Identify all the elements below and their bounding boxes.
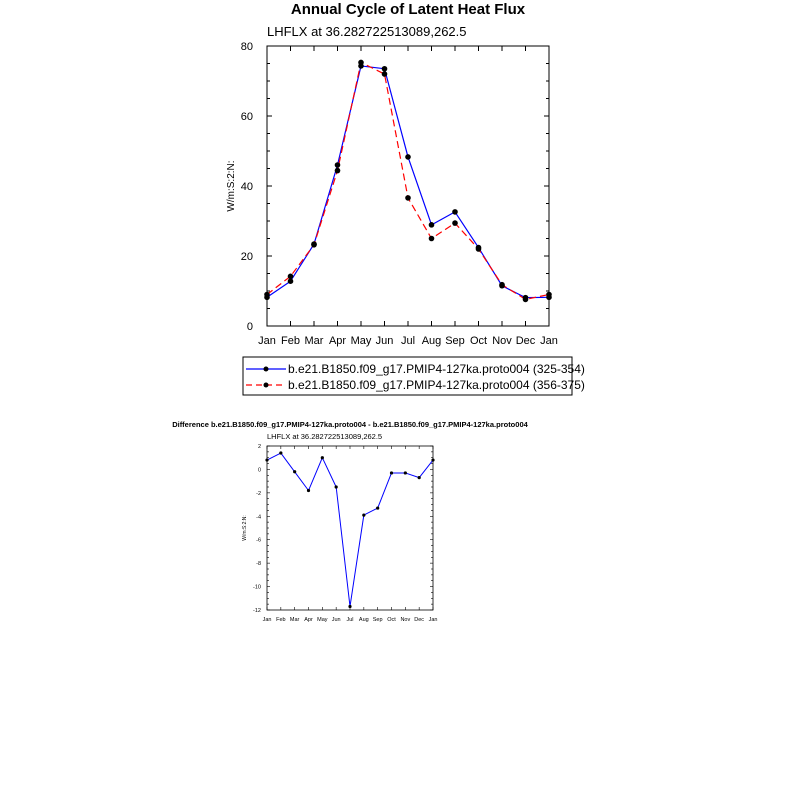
y-axis-label: W/m:S:2:N:	[226, 160, 237, 212]
x-tick-label: Feb	[281, 335, 300, 347]
chart-title: Annual Cycle of Latent Heat Flux	[290, 1, 526, 18]
x-tick-label: Apr	[328, 335, 347, 347]
x-tick-label: Apr	[304, 617, 313, 623]
series-2-point	[358, 60, 364, 66]
y-tick-label: -12	[253, 608, 261, 614]
series-line-2	[267, 62, 549, 299]
x-tick-label: Feb	[276, 617, 286, 623]
series-2-point	[523, 297, 529, 303]
y-tick-label: -6	[256, 537, 261, 544]
y-tick-label: -4	[256, 514, 261, 521]
series-1-point	[390, 471, 393, 474]
series-2-point	[405, 195, 411, 201]
series-2-point	[452, 220, 458, 226]
series-2-point	[311, 242, 317, 248]
series-2-point	[382, 71, 388, 77]
y-tick-label: 20	[240, 251, 253, 263]
series-2-point	[476, 246, 482, 252]
series-1-point	[348, 605, 351, 608]
series-1-point	[452, 209, 458, 215]
series-1-point	[265, 458, 268, 461]
series-1-point	[429, 222, 435, 228]
y-tick-label: -8	[256, 561, 261, 568]
x-tick-label: Aug	[358, 617, 369, 623]
main-chart	[226, 1, 558, 347]
x-tick-label: Aug	[421, 335, 442, 347]
x-tick-label: Nov	[400, 617, 411, 623]
y-tick-label: 2	[257, 444, 261, 450]
difference-y-axis-label: W/m:S:2:N:	[242, 515, 248, 541]
series-1-point	[288, 278, 294, 284]
legend-marker-series-1	[264, 367, 269, 372]
series-2-point	[288, 274, 294, 280]
y-tick-label: 40	[240, 181, 253, 193]
series-line-1	[267, 66, 549, 298]
series-markers	[264, 60, 552, 303]
series-lines	[267, 62, 549, 299]
series-2-point	[335, 168, 341, 174]
x-tick-label: Jun	[331, 617, 341, 623]
legend-marker-series-2	[264, 383, 269, 388]
x-tick-label: May	[350, 335, 372, 347]
x-tick-label: Jan	[428, 617, 438, 623]
x-tick-label: Mar	[304, 335, 324, 347]
y-tick-label: 0	[257, 467, 261, 474]
x-tick-label: Jun	[375, 335, 394, 347]
difference-chart	[172, 420, 528, 623]
series-1-point	[376, 506, 379, 509]
x-tick-label: Jan	[540, 335, 558, 347]
series-1-point	[335, 162, 341, 168]
x-tick-label: Sep	[445, 335, 465, 347]
y-tick-label: 60	[240, 111, 253, 123]
x-tick-label: Mar	[289, 617, 300, 623]
series-1-point	[335, 485, 338, 488]
x-tick-label: Oct	[469, 335, 488, 347]
y-tick-label: -2	[256, 490, 261, 497]
series-1-point	[382, 66, 388, 72]
series-line-1	[267, 453, 433, 606]
plot-frame	[267, 46, 549, 326]
series-2-point	[499, 282, 505, 288]
x-tick-label: Jan	[258, 335, 276, 347]
series-2-point	[546, 292, 552, 298]
difference-plot-frame	[267, 446, 433, 610]
series-1-point	[279, 451, 282, 454]
legend-label-series-1: b.e21.B1850.f09_g17.PMIP4-127ka.proto004 (325-354)	[288, 362, 585, 376]
series-1-point	[362, 514, 365, 517]
series-2-point	[429, 236, 435, 242]
series-1-point	[321, 456, 324, 459]
series-1-point	[404, 471, 407, 474]
difference-subtitle: LHFLX at 36.282722513089,262.5	[267, 432, 383, 441]
series-1-point	[418, 476, 421, 479]
x-tick-label: Jul	[346, 617, 354, 623]
series-2-point	[264, 292, 270, 298]
difference-title: Difference b.e21.B1850.f09_g17.PMIP4-127ka.proto004 - b.e21.B1850.f09_g17.PMIP4-127ka.proto004	[172, 420, 528, 429]
series-1-point	[431, 458, 434, 461]
series-1-point	[405, 154, 411, 160]
x-tick-label: Nov	[492, 335, 512, 347]
x-tick-label: Sep	[372, 617, 383, 623]
legend-label-series-2: b.e21.B1850.f09_g17.PMIP4-127ka.proto004 (356-375)	[288, 378, 585, 392]
series-1-point	[307, 489, 310, 492]
axis-ticks	[241, 41, 558, 347]
difference-axis-ticks	[253, 444, 437, 623]
difference-series-lines	[267, 453, 433, 606]
chart-subtitle: LHFLX at 36.282722513089,262.5	[267, 24, 467, 39]
y-tick-label: -10	[253, 584, 261, 591]
x-tick-label: May	[317, 617, 328, 623]
x-tick-label: Oct	[387, 617, 396, 623]
series-1-point	[293, 470, 296, 473]
y-tick-label: 80	[240, 41, 253, 53]
x-tick-label: Dec	[414, 617, 425, 623]
legend	[243, 357, 585, 395]
x-tick-label: Jan	[262, 617, 272, 623]
x-tick-label: Jul	[400, 335, 416, 347]
y-tick-label: 0	[246, 321, 253, 333]
x-tick-label: Dec	[515, 335, 536, 347]
difference-series-markers	[265, 451, 434, 608]
